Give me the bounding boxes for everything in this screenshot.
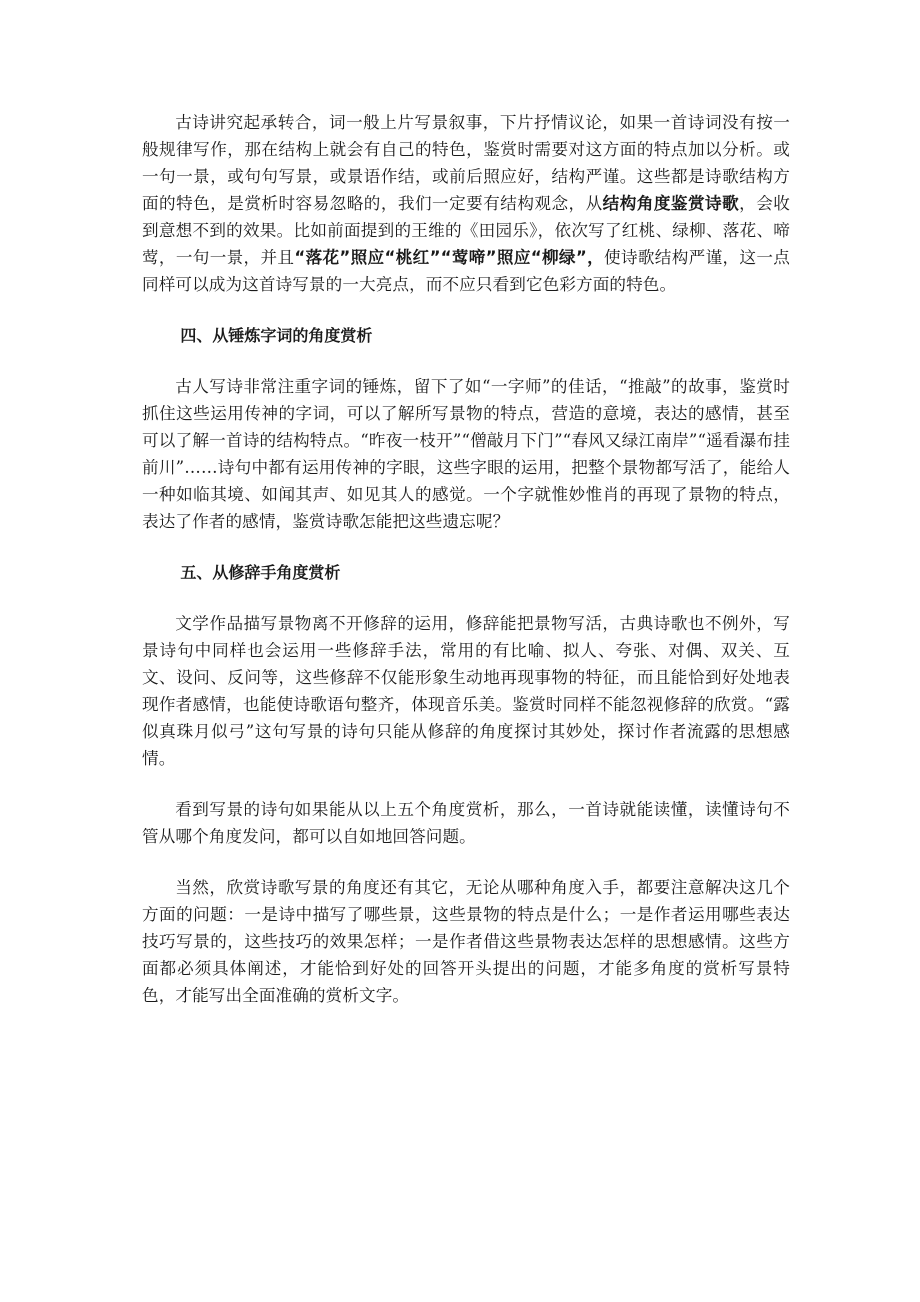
- document-body: [142, 109, 790, 1009]
- paragraph-conclusion: 当然，欣赏诗歌写景的角度还有其它，无论从哪种角度入手，都要注意解决这几个方面的问题：一是诗中描写了哪些景，这些景物的特点是什么；一是作者运用哪些表达技巧写景的，这些技巧的效果怎样；一是作者借这些景物表达怎样的思想感情。这些方面都必须具体阐述，才能恰到好处的回答开头提出的问题，才能多角度的赏析写景特色，才能写出全面准确的赏析文字。: [142, 878, 790, 1005]
- paragraph-five-angles: 看到写景的诗句如果能从以上五个角度赏析，那么，一首诗就能读懂，读懂诗句不管从哪个角度发问，都可以自如地回答问题。: [142, 800, 790, 846]
- emphasis-structure-angle: 结构角度鉴赏诗歌: [602, 194, 740, 213]
- section-heading-5: 五、从修辞手角度赏析: [180, 563, 341, 582]
- paragraph-structure-text-d: 使诗歌结构严谨，这一点同样可以成为这首诗写景的一大亮点，而不应只看到它色彩方面的特色。: [142, 248, 790, 294]
- section-heading-4: 四、从锤炼字词的角度赏析: [180, 326, 373, 345]
- paragraph-structure-text-c: ，会收到意想不到的效果。比如前面提到的王维的《田园乐》，依次写了红桃、绿柳、落花、啼莺，一句一景，并且: [142, 194, 790, 267]
- paragraph-structure-text-a: 古诗讲究起承转合，词一般上片写景叙事，下片抒情议论，如果一首诗词没有按一般规律写作，那在结构上就会有自己的特色，鉴赏时需要对这方面的特点加以分析。或一句一景，或句句写景，或景语作结，或前后照应好，结构严谨。这些都是诗歌结构方面的特色，是赏析时容易忽略的，我们一定要有结构观念，从: [142, 113, 790, 213]
- paragraph-word-refining: 古人写诗非常注重字词的锤炼，留下了如“一字师”的佳话，“推敲”的故事，鉴赏时抓住这些运用传神的字词，可以了解所写景物的特点，营造的意境，表达的感情，甚至可以了解一首诗的结构特点。“昨夜一枝开”“僧敲月下门”“春风又绿江南岸”“遥看瀑布挂前川”……诗句中都有运用传神的字眼，这些字眼的运用，把整个景物都写活了，能给人一种如临其境、如闻其声、如见其人的感觉。一个字就惟妙惟肖的再现了景物的特点，表达了作者的感情，鉴赏诗歌怎能把这些遗忘呢？: [142, 377, 790, 531]
- emphasis-echo-pairs: “落花”照应“桃红”“莺啼”照应“柳绿”，: [294, 248, 605, 267]
- paragraph-rhetoric: 文学作品描写景物离不开修辞的运用，修辞能把景物写活，古典诗歌也不例外，写景诗句中同样也会运用一些修辞手法，常用的有比喻、拟人、夸张、对偶、双关、互文、设问、反问等，这些修辞不仅能形象生动地再现事物的特征，而且能恰到好处地表现作者感情，也能使诗歌语句整齐，体现音乐美。鉴赏时同样不能忽视修辞的欣赏。“露似真珠月似弓”这句写景的诗句只能从修辞的角度探讨其妙处，探讨作者流露的思想感情。: [142, 614, 790, 768]
- paragraph-structure: [142, 109, 790, 298]
